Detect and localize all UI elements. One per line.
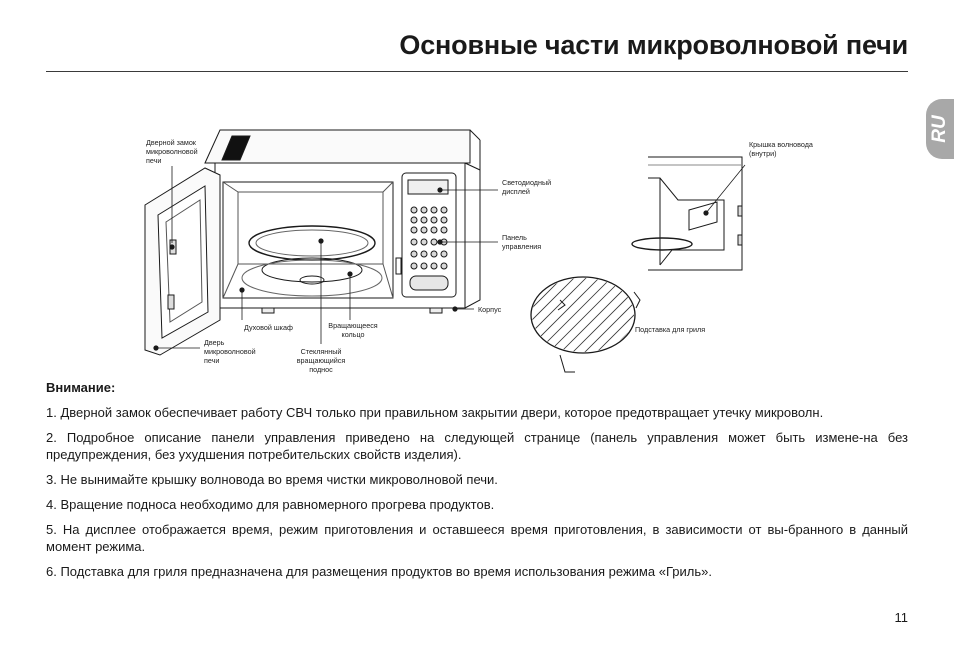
label-control-panel	[502, 233, 541, 251]
note-item-3: 3. Не вынимайте крышку волновода во время чистки микроволновой печи.	[46, 472, 498, 487]
label-control-panel-line2: управления	[502, 242, 542, 251]
label-door-lock	[146, 138, 202, 165]
label-door-lock-line1: Дверной замок	[146, 138, 196, 147]
note-item-2: 2. Подробное описание панели управления приведено на следующей странице (панель управления может быть измене-на без предупреждения, без ухудшения потребительских свойств изделия).	[46, 430, 908, 462]
notes-heading: Внимание:	[46, 380, 116, 395]
note-item-6: 6. Подставка для гриля предназначена для размещения продуктов во время использования режима «Гриль».	[46, 564, 712, 579]
label-glass-tray-line1: Стеклянный	[300, 347, 342, 356]
notes-section	[46, 380, 908, 588]
label-rotating-ring	[322, 321, 384, 339]
label-waveguide-cover	[749, 140, 813, 158]
door-lock-lower	[168, 295, 174, 309]
label-led-display-line2: дисплей	[502, 187, 530, 196]
label-door-line3: печи	[204, 356, 220, 365]
page-title: Основные части микроволновой печи	[399, 30, 908, 60]
label-led-display-line1: Светодиодный	[502, 178, 552, 187]
label-glass-tray-line2: вращающийся	[296, 356, 346, 365]
led-display-window	[408, 180, 448, 194]
label-door-line1: Дверь	[204, 338, 225, 347]
label-control-panel-line1: Панель	[502, 233, 527, 242]
label-led-display	[502, 178, 551, 196]
language-tab-label: RU	[929, 115, 950, 143]
label-oven-cavity: Духовой шкаф	[244, 323, 293, 332]
page-number: 11	[894, 610, 908, 625]
label-grill-rack: Подставка для гриля	[635, 325, 706, 334]
label-rotating-ring-line1: Вращающееся	[328, 321, 378, 330]
label-door	[204, 338, 256, 365]
label-housing: Корпус	[478, 305, 502, 314]
label-door-line2: микроволновой	[204, 347, 256, 356]
waveguide-cover	[689, 202, 717, 230]
label-waveguide-cover-line2: (внутри)	[749, 149, 777, 158]
note-item-1: 1. Дверной замок обеспечивает работу СВЧ только при правильном закрытии двери, которое предотвращает утечку микроволн.	[46, 405, 824, 420]
label-waveguide-cover-line1: Крышка волновода	[749, 140, 813, 149]
grill-rack	[520, 262, 640, 372]
label-glass-tray	[290, 347, 352, 374]
label-door-lock-line2: микроволновой	[146, 147, 198, 156]
label-glass-tray-line3: поднос	[309, 365, 333, 374]
label-door-lock-line3: печи	[146, 156, 162, 165]
note-item-4: 4. Вращение подноса необходимо для равномерного прогрева продуктов.	[46, 497, 495, 512]
note-item-5: 5. На дисплее отображается время, режим приготовления и оставшееся время приготовления, в зависимости от вы-бранного в данный момент режима.	[46, 522, 908, 554]
label-rotating-ring-line2: кольцо	[341, 330, 365, 339]
